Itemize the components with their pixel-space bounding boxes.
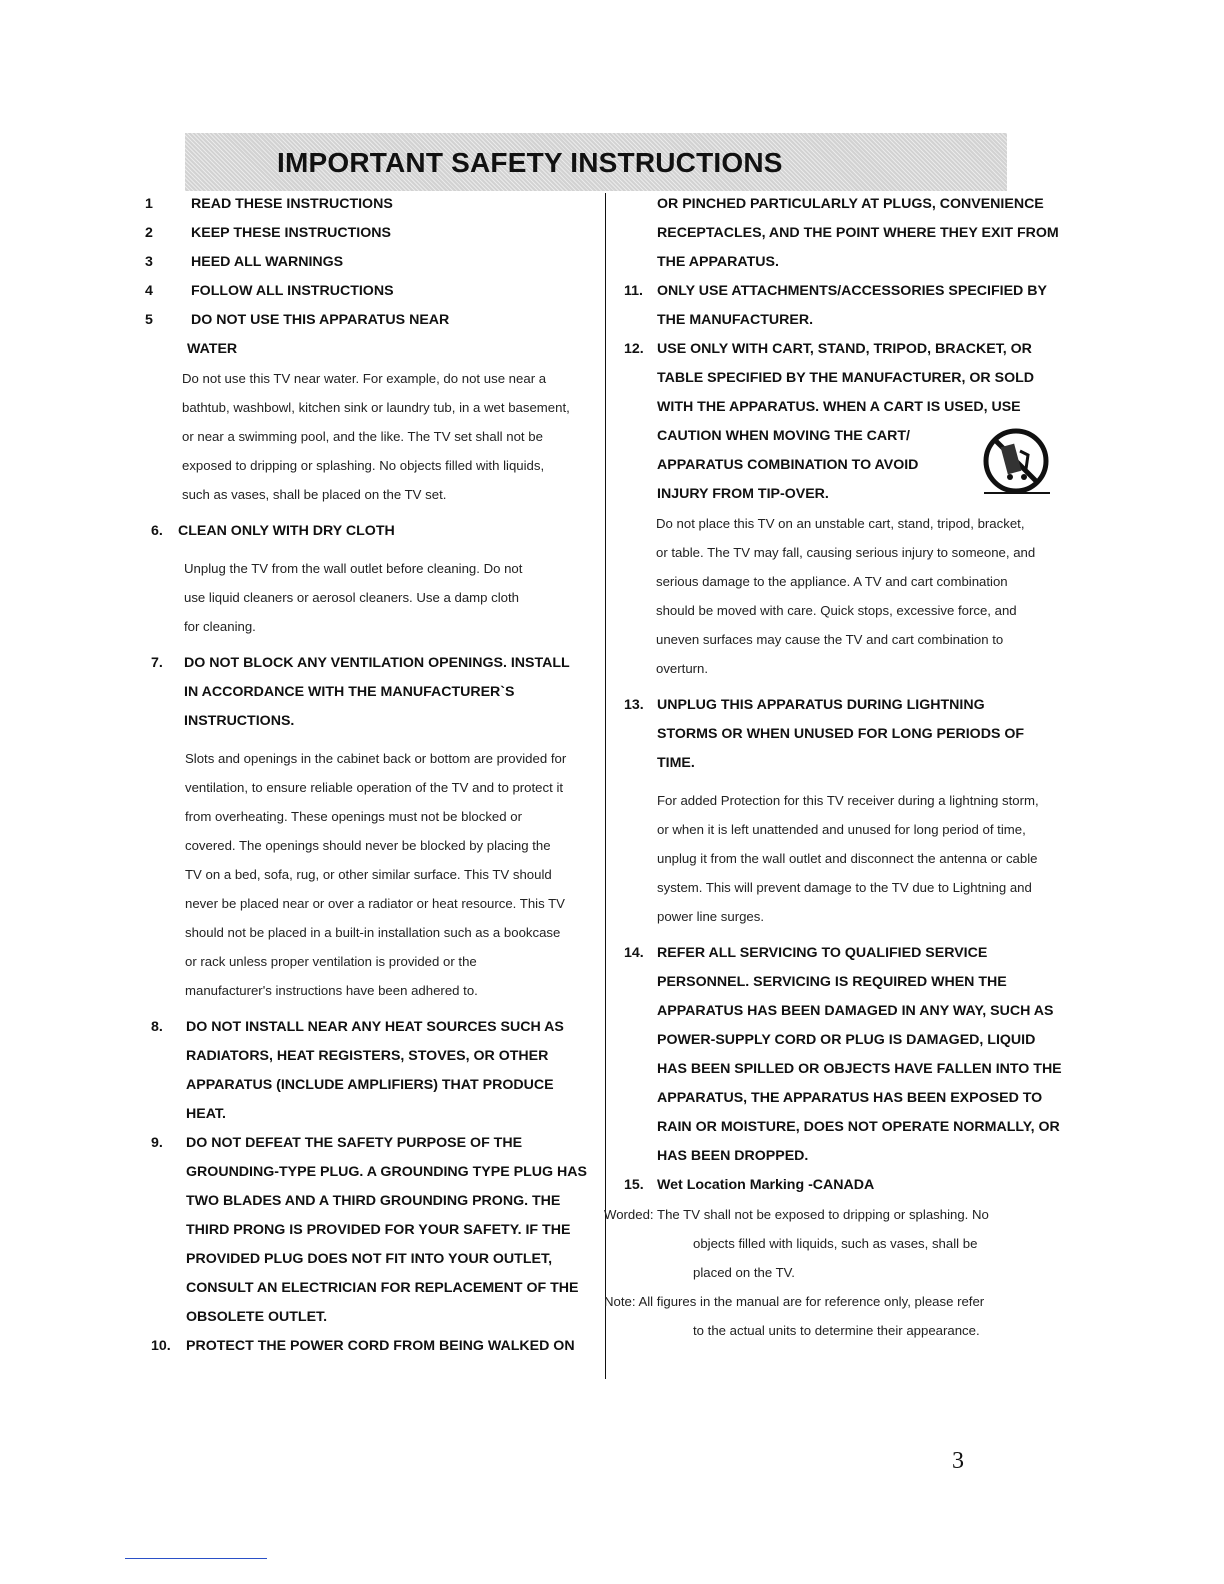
worded-text: Worded: The TV shall not be exposed to dripping or splashing. No objects filled with liquids, such as vases, shall be placed on the TV. [604, 1207, 989, 1280]
item-6-body: Unplug the TV from the wall outlet before cleaning. Do not use liquid cleaners or aerosol cleaners. Use a damp cloth for cleaning. [184, 561, 523, 634]
left-column [145, 190, 595, 1361]
item-13-body: For added Protection for this TV receiver during a lightning storm, or when it is left unattended and unused for long period of time, unplug it from the wall outlet and disconnect the antenna or cable system. This will prevent damage to the TV due to Lightning and power line surges. [657, 793, 1039, 924]
item-10: 10. PROTECT THE POWER CORD FROM BEING WALKED ON [151, 1338, 575, 1354]
item-5: 5 DO NOT USE THIS APPARATUS NEAR [145, 312, 450, 328]
item-5-body: Do not use this TV near water. For example, do not use near a bathtub, washbowl, kitchen sink or laundry tub, in a wet basement, or near a swimming pool, and the like. The TV set shall not be exposed to dripping or splashing. No objects filled with liquids, such as vases, shall be placed on the TV set. [182, 371, 570, 502]
item-5-cont: WATER [187, 341, 238, 357]
item-15: 15. Wet Location Marking -CANADA [624, 1177, 875, 1193]
item-9: 9. DO NOT DEFEAT THE SAFETY PURPOSE OF THE GROUNDING-TYPE PLUG. A GROUNDING TYPE PLUG HAS TWO BLADES AND A THIRD GROUNDING PRONG. THE THIRD PRONG IS PROVIDED FOR YOUR SAFETY. IF THE PROVIDED PLUG DOES NOT FIT INTO YOUR OUTLET, CONSULT AN ELECTRICIAN FOR REPLACEMENT OF THE OBSOLETE OUTLET. [151, 1135, 587, 1325]
note-text: Note: All figures in the manual are for reference only, please refer to the actual units to determine their appearance. [604, 1294, 985, 1338]
title-banner [185, 133, 1007, 191]
footer-rule [125, 1558, 267, 1559]
item-12-body: Do not place this TV on an unstable cart, stand, tripod, bracket, or table. The TV may fall, causing serious injury to someone, and serious damage to the appliance. A TV and cart combination should be moved with care. Quick stops, excessive force, and uneven surfaces may cause the TV and cart combination to overturn. [656, 516, 1036, 676]
item-10-cont: OR PINCHED PARTICULARLY AT PLUGS, CONVENIENCE RECEPTACLES, AND THE POINT WHERE THEY EXIT FROM THE APPARATUS. [657, 196, 1059, 270]
item-11: 11. ONLY USE ATTACHMENTS/ACCESSORIES SPECIFIED BY THE MANUFACTURER. [624, 283, 1047, 328]
item-6: 6. CLEAN ONLY WITH DRY CLOTH [151, 523, 395, 539]
page-number: 3 [952, 1448, 964, 1474]
item-4: 4 FOLLOW ALL INSTRUCTIONS [145, 283, 394, 299]
item-3: 3 HEED ALL WARNINGS [145, 254, 344, 270]
item-14: 14. REFER ALL SERVICING TO QUALIFIED SERVICE PERSONNEL. SERVICING IS REQUIRED WHEN THE APPARATUS HAS BEEN DAMAGED IN ANY WAY, SUCH AS POWER-SUPPLY CORD OR PLUG IS DAMAGED, LIQUID HAS BEEN SPILLED OR OBJECTS HAVE FALLEN INTO THE APPARATUS, THE APPARATUS HAS BEEN EXPOSED TO RAIN OR MOISTURE, DOES NOT OPERATE NORMALLY, OR HAS BEEN DROPPED. [624, 945, 1062, 1164]
item-7-body: Slots and openings in the cabinet back or bottom are provided for ventilation, to ensure reliable operation of the TV and to protect it from overheating. These openings must not be blocked or covered. The openings should never be blocked by placing the TV on a bed, sofa, rug, or other similar surface. This TV should never be placed near or over a radiator or heat resource. This TV should not be placed in a built-in installation such as a bookcase or rack unless proper ventilation is provided or the manufacturer's instructions have been adhered to. [185, 751, 567, 998]
right-column [604, 190, 1070, 1345]
cart-tip-over-warning-icon [980, 425, 1052, 497]
item-7: 7. DO NOT BLOCK ANY VENTILATION OPENINGS. INSTALL IN ACCORDANCE WITH THE MANUFACTURER`S INSTRUCTIONS. [151, 655, 570, 729]
item-8: 8. DO NOT INSTALL NEAR ANY HEAT SOURCES SUCH AS RADIATORS, HEAT REGISTERS, STOVES, OR OTHER APPARATUS (INCLUDE AMPLIFIERS) THAT PRODUCE HEAT. [151, 1019, 564, 1122]
item-13: 13. UNPLUG THIS APPARATUS DURING LIGHTNING STORMS OR WHEN UNUSED FOR LONG PERIODS OF TIME. [624, 697, 1025, 771]
item-2: 2 KEEP THESE INSTRUCTIONS [145, 225, 391, 241]
page-title: IMPORTANT SAFETY INSTRUCTIONS [277, 147, 783, 178]
item-1: 1 READ THESE INSTRUCTIONS [145, 196, 393, 212]
item-12: 12. USE ONLY WITH CART, STAND, TRIPOD, BRACKET, OR TABLE SPECIFIED BY THE MANUFACTURER, OR SOLD WITH THE APPARATUS. WHEN A CART IS USED, USE CAUTION WHEN MOVING THE CART/ APPARATUS COMBINATION TO AVOID INJURY FROM TIP-OVER. [624, 341, 1035, 502]
